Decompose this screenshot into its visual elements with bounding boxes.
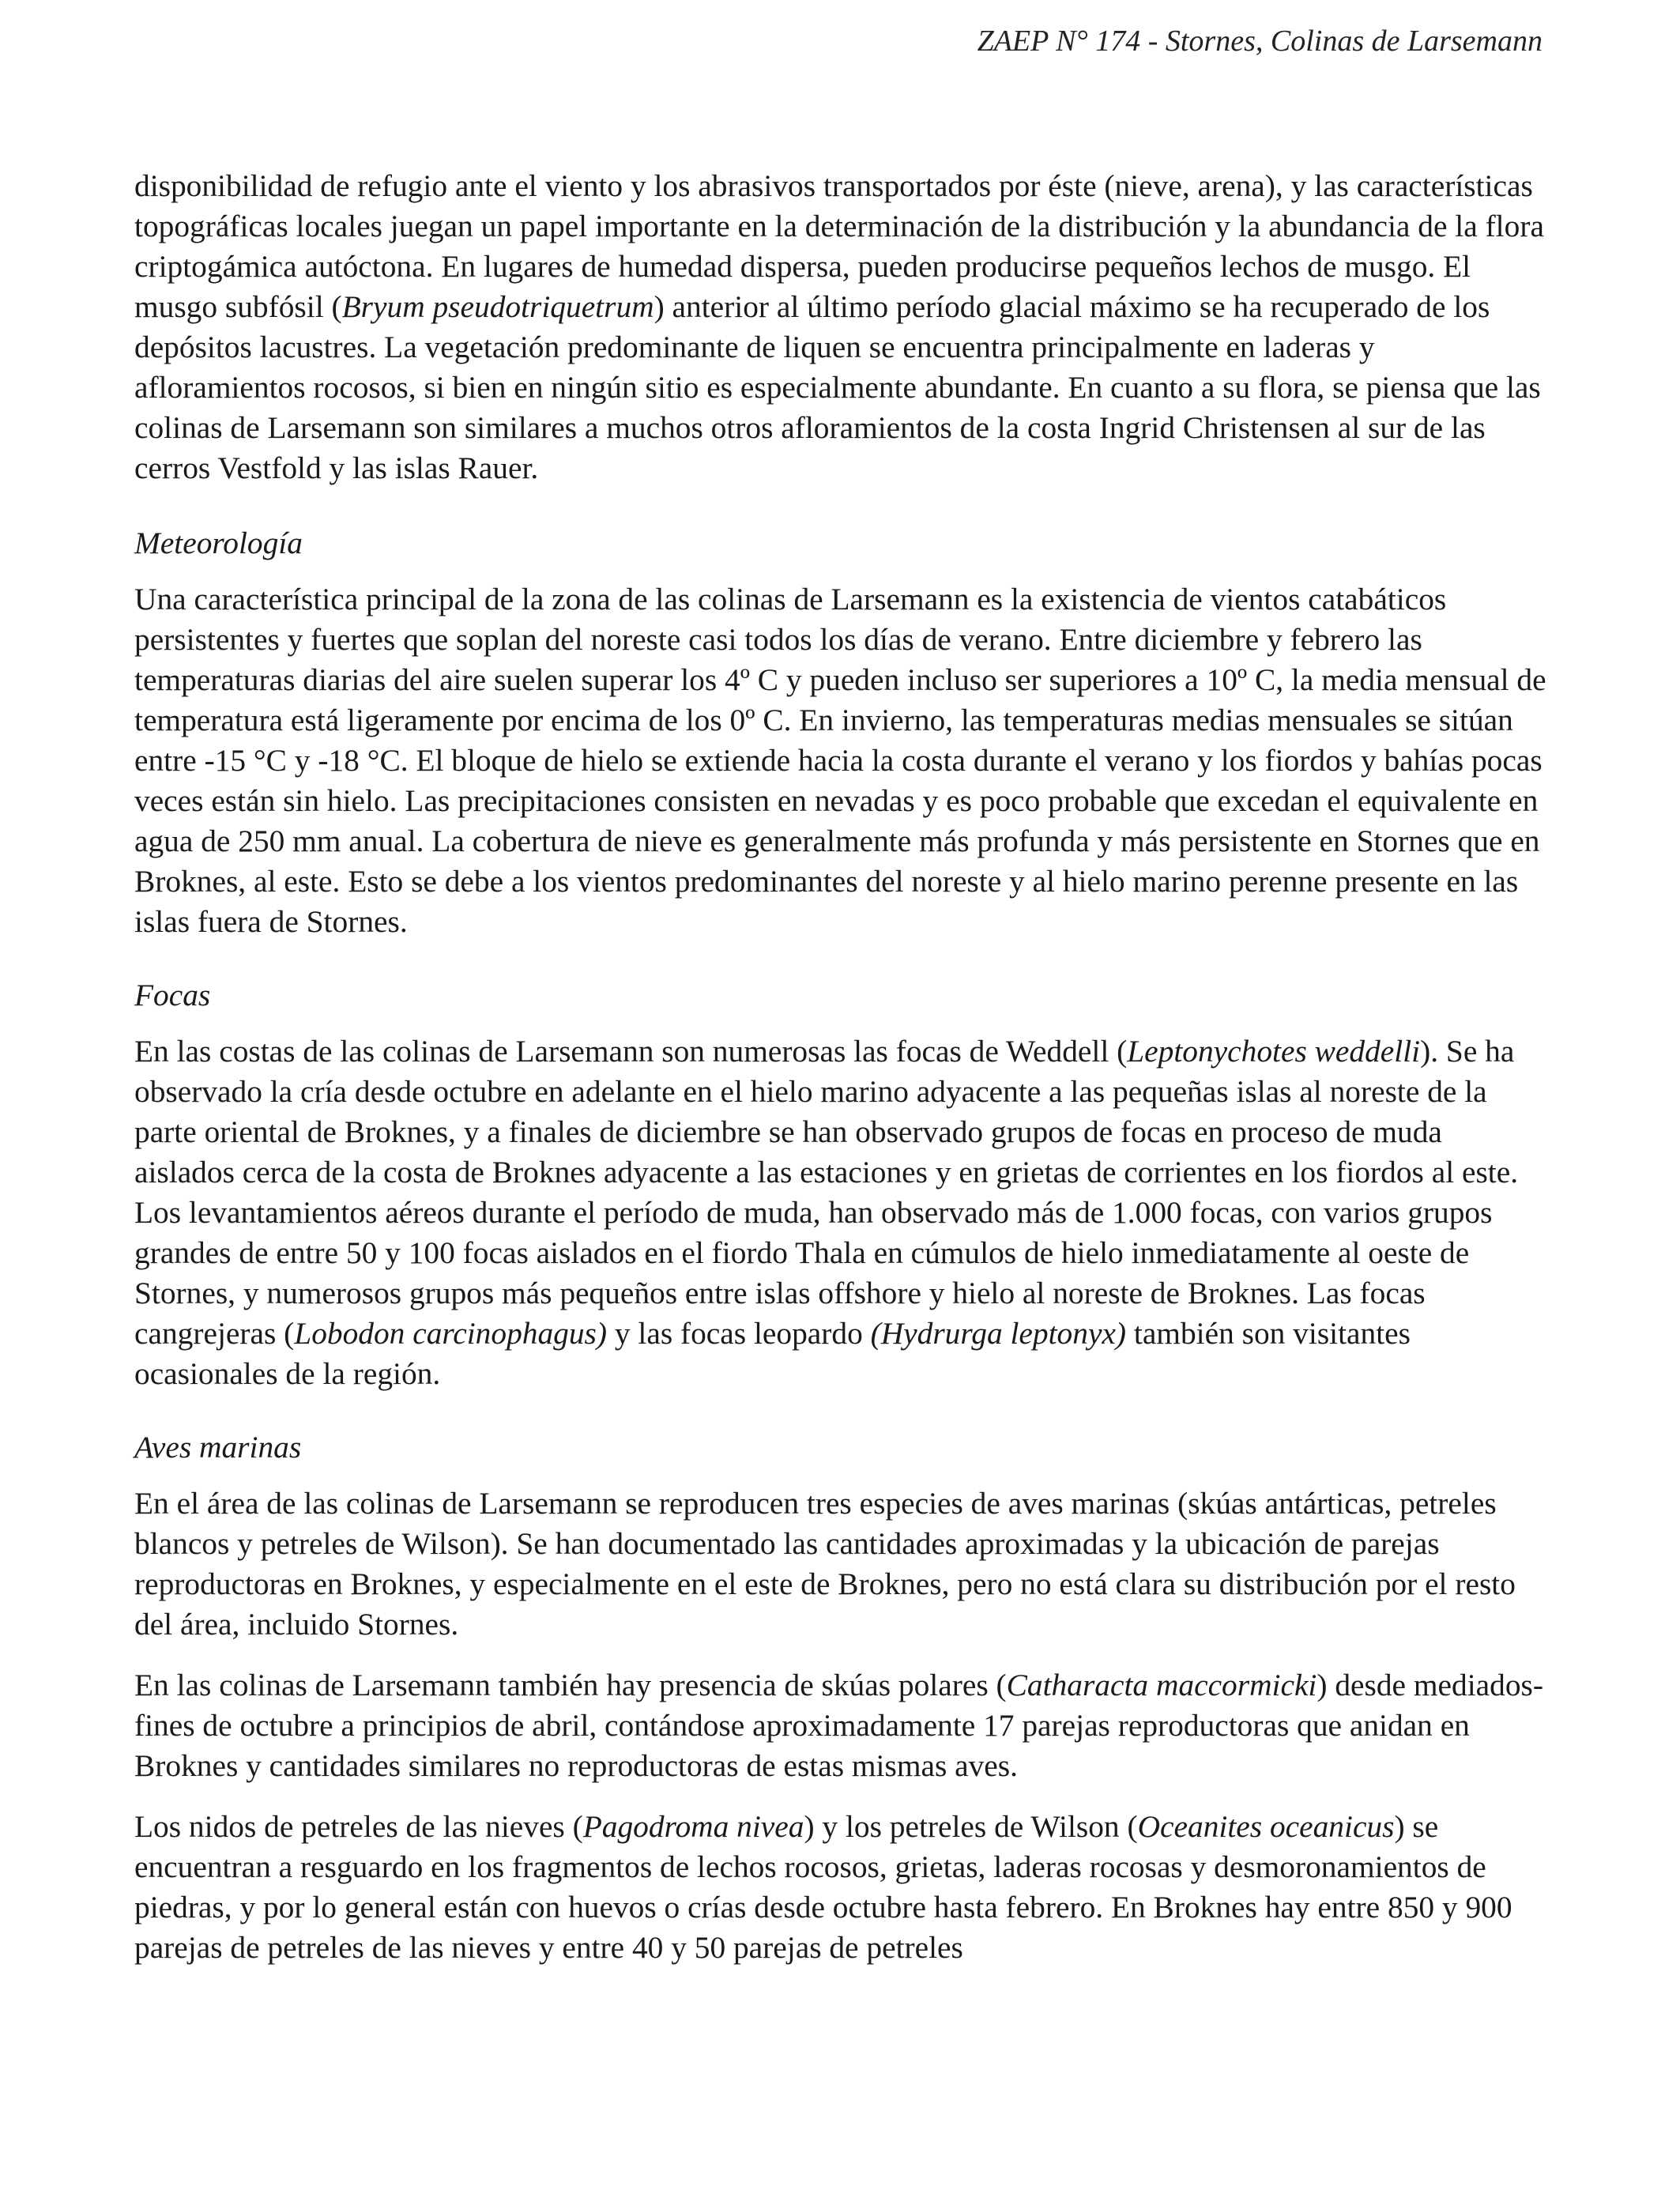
species-name: Bryum pseudotriquetrum — [341, 289, 654, 324]
species-name: Leptonychotes weddelli — [1127, 1034, 1421, 1069]
aves-p2-text-1: En las colinas de Larsemann también hay presencia de skúas polares ( — [134, 1668, 1007, 1702]
focas-text-4: también son visitantes ocasionales de la región. — [134, 1316, 1411, 1391]
aves-paragraph-1: En el área de las colinas de Larsemann se reproducen tres especies de aves marinas (skúas antárticas, petreles blancos y petreles de Wilson). Se han documentado las cantidades aproximadas y la ubicación de parejas reproductoras en Broknes, y especialmente en el este de Broknes, pero no está clara su distribución por el resto del área, incluido Stornes. — [134, 1486, 1516, 1642]
species-name: Lobodon carcinophagus) — [294, 1316, 607, 1351]
section-heading-aves-marinas: Aves marinas — [134, 1430, 302, 1465]
focas-paragraph — [134, 1031, 1549, 1394]
species-name: (Hydrurga leptonyx) — [870, 1316, 1127, 1351]
aves-p3-text-2: ) y los petreles de Wilson ( — [804, 1809, 1138, 1844]
intro-paragraph — [134, 166, 1549, 488]
aves-p2-text-2: ) desde mediados-fines de octubre a principios de abril, contándose aproximadamente 17 parejas reproductoras que anidan en Broknes y cantidades similares no reproductoras de estas mismas aves. — [134, 1668, 1543, 1783]
page-body — [134, 166, 1549, 1989]
focas-text-2: ). Se ha observado la cría desde octubre en adelante en el hielo marino adyacente a las pequeñas islas al noreste de la parte oriental de Broknes, y a finales de diciembre se han observado grupos de focas en proceso de muda aislados cerca de la costa de Broknes adyacente a las estaciones y en grietas de corrientes en los fiordos al este. Los levantamientos aéreos durante el período de muda, han observado más de 1.000 focas, con varios grupos grandes de entre 50 y 100 focas aislados en el fiordo Thala en cúmulos de hielo inmediatamente al oeste de Stornes, y numerosos grupos más pequeños entre islas offshore y hielo al noreste de Broknes. Las focas cangrejeras ( — [134, 1034, 1519, 1351]
species-name: Oceanites oceanicus — [1137, 1809, 1395, 1844]
intro-text-1: disponibilidad de refugio ante el viento y los abrasivos transportados por éste (nieve, arena), y las características topográficas locales juegan un papel importante en la determinación de la distribución y la abundancia de la flora criptogámica autóctona. En lugares de humedad dispersa, pueden producirse pequeños lechos de musgo. El musgo subfósil ( — [134, 168, 1544, 324]
intro-text-2: ) anterior al último período glacial máximo se ha recuperado de los depósitos lacustres. La vegetación predominante de liquen se encuentra principalmente en laderas y afloramientos rocosos, si bien en ningún sitio es especialmente abundante. En cuanto a su flora, se piensa que las colinas de Larsemann son similares a muchos otros afloramientos de la costa Ingrid Christensen al sur de las cerros Vestfold y las islas Rauer. — [134, 289, 1541, 485]
focas-text-1: En las costas de las colinas de Larsemann son numerosas las focas de Weddell ( — [134, 1034, 1128, 1069]
species-name: Pagodroma nivea — [582, 1809, 804, 1844]
meteorologia-paragraph: Una característica principal de la zona de las colinas de Larsemann es la existencia de vientos catabáticos persistentes y fuertes que soplan del noreste casi todos los días de verano. Entre diciembre y febrero las temperaturas diarias del aire suelen superar los 4º C y pueden incluso ser superiores a 10º C, la media mensual de temperatura está ligeramente por encima de los 0º C. En invierno, las temperaturas medias mensuales se sitúan entre -15 °C y -18 °C. El bloque de hielo se extiende hacia la costa durante el verano y los fiordos y bahías pocas veces están sin hielo. Las precipitaciones consisten en nevadas y es poco probable que excedan el equivalente en agua de 250 mm anual. La cobertura de nieve es generalmente más profunda y más persistente en Stornes que en Broknes, al este. Esto se debe a los vientos predominantes del noreste y al hielo marino perenne presente en las islas fuera de Stornes. — [134, 582, 1546, 939]
aves-paragraph-3 — [134, 1807, 1549, 1968]
focas-text-3: y las focas leopardo — [607, 1316, 871, 1351]
running-header: ZAEP N° 174 - Stornes, Colinas de Larsemann — [977, 25, 1543, 58]
section-heading-meteorologia: Meteorología — [134, 526, 303, 560]
aves-paragraph-2 — [134, 1665, 1549, 1786]
section-heading-focas: Focas — [134, 978, 211, 1012]
species-name: Catharacta maccormicki — [1006, 1668, 1317, 1702]
aves-p3-text-3: ) se encuentran a resguardo en los fragmentos de lechos rocosos, grietas, laderas rocosas y desmoronamientos de piedras, y por lo general están con huevos o crías desde octubre hasta febrero. En Broknes hay entre 850 y 900 parejas de petreles de las nieves y entre 40 y 50 parejas de petreles — [134, 1809, 1512, 1965]
aves-p3-text-1: Los nidos de petreles de las nieves ( — [134, 1809, 583, 1844]
